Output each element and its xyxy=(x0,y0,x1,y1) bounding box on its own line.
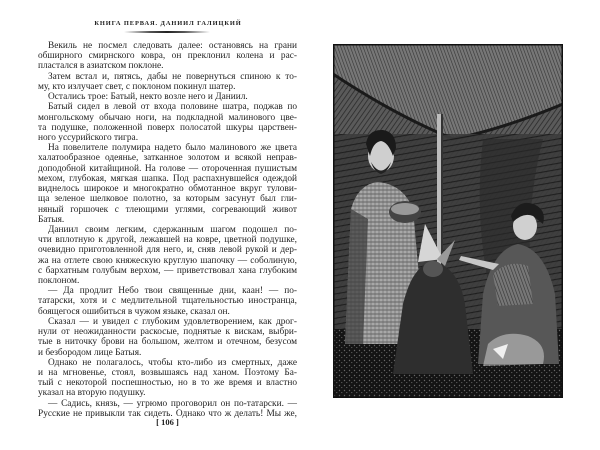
text-line: Батый сидел в левой от входа половине шатра, поджав по xyxy=(48,102,297,113)
text-line: поклоном. xyxy=(38,276,80,287)
text-line: ща зеленое шелковое полотно, за которым засунут был гли- xyxy=(38,194,297,205)
text-line: боящегося ошибиться в чужом языке, сказал он. xyxy=(38,306,230,317)
text-line: и безбородом лице Батыя. xyxy=(38,347,142,358)
page-number: [ 106 ] xyxy=(156,417,179,427)
text-line: жа на отлете свою княжескую круглую шапочку — соболиную, xyxy=(38,255,297,266)
text-line: ного уссурийского тигра. xyxy=(38,132,139,143)
header-ornament-rule xyxy=(124,31,210,33)
text-line: — Да продлит Небо твои священные дни, каан! — по- xyxy=(48,286,297,297)
text-line: Однако не полагалось, чтобы кто-либо из смертных, даже xyxy=(48,357,297,368)
text-line: Сказал — и увидел с глубоким удовлетворением, как дрог- xyxy=(48,316,297,327)
right-page xyxy=(300,0,600,450)
text-line: На повелителе полумира надето было малинового же цвета xyxy=(48,143,297,154)
text-line: Затем встал и, пятясь, дабы не повернуться спиною к то- xyxy=(48,71,297,82)
text-line: виднелось широкое и многократно обмотанное вкруг тулови- xyxy=(38,184,297,195)
text-line: Даниил своим легким, сдержанным шагом подошел по- xyxy=(48,224,297,235)
text-line: указал на вторую подушку. xyxy=(38,388,146,399)
text-line: Остались трое: Батый, некто возле него и Даниил. xyxy=(48,92,248,103)
body-text xyxy=(38,41,297,419)
text-line: му, кто излучает свет, с поклоном покинул шатер. xyxy=(38,81,236,92)
text-line: тые в ниточку брови на большом, желтом и отечном, безусом xyxy=(38,337,297,348)
text-line: обширного смирнского ковра, он преклонил колена и рас- xyxy=(38,51,297,62)
text-line: халатообразное одеянье, затканное золотом и всякой неправ- xyxy=(38,153,297,164)
text-line: нули от неожиданности раскосые, поднятые к вискам, выбри- xyxy=(38,327,297,338)
text-line: няный горшочек с тлеющими углями, согревающий живот xyxy=(38,204,297,215)
text-line: тый с некоторой поспешностью, но в то же время и властно xyxy=(38,378,297,389)
illustration-art xyxy=(333,44,563,398)
text-line: Векиль не посмел следовать далее: остановясь на грани xyxy=(48,41,297,51)
text-line: Русские не привыкли так сидеть. Однако что ж делать! Мы же, xyxy=(38,408,297,419)
text-line: мехом, глубокая, мягкая шапка. Под распахнувшейся одеждой xyxy=(38,173,297,184)
text-line: татарски, хотя и с медлительной тщательностью иностранца, xyxy=(38,296,297,307)
text-line: — Садись, князь, — угрюмо проговорил он по-татарски. — xyxy=(48,398,297,409)
text-line: и на мгновенье, стоял, возвышаясь над ханом. Поэтому Ба- xyxy=(38,368,297,378)
text-line: Батыя. xyxy=(38,214,65,225)
running-head: КНИГА ПЕРВАЯ. ДАНИИЛ ГАЛИЦКИЙ xyxy=(94,20,242,27)
text-line: очевидно приготовленной для него, и, сняв левой рукой и дер- xyxy=(38,245,297,256)
engraving-illustration xyxy=(333,44,563,398)
text-line: с бархатным голубым верхом, — приветствовал хана глубоким xyxy=(38,265,297,276)
text-line: пластался в азиатском поклоне. xyxy=(38,61,164,72)
text-line: монгольскому обычаю ноги, на подкладной малинового цве- xyxy=(38,112,297,123)
text-line: чти вплотную к другой, лежавшей на ковре, цветной подушке, xyxy=(38,235,297,246)
text-line: та подушке, положенной поверх полосатой шкуры царствен- xyxy=(38,122,297,133)
text-line: доподобной китайщиной. На голове — отороченная пушистым xyxy=(38,163,297,174)
